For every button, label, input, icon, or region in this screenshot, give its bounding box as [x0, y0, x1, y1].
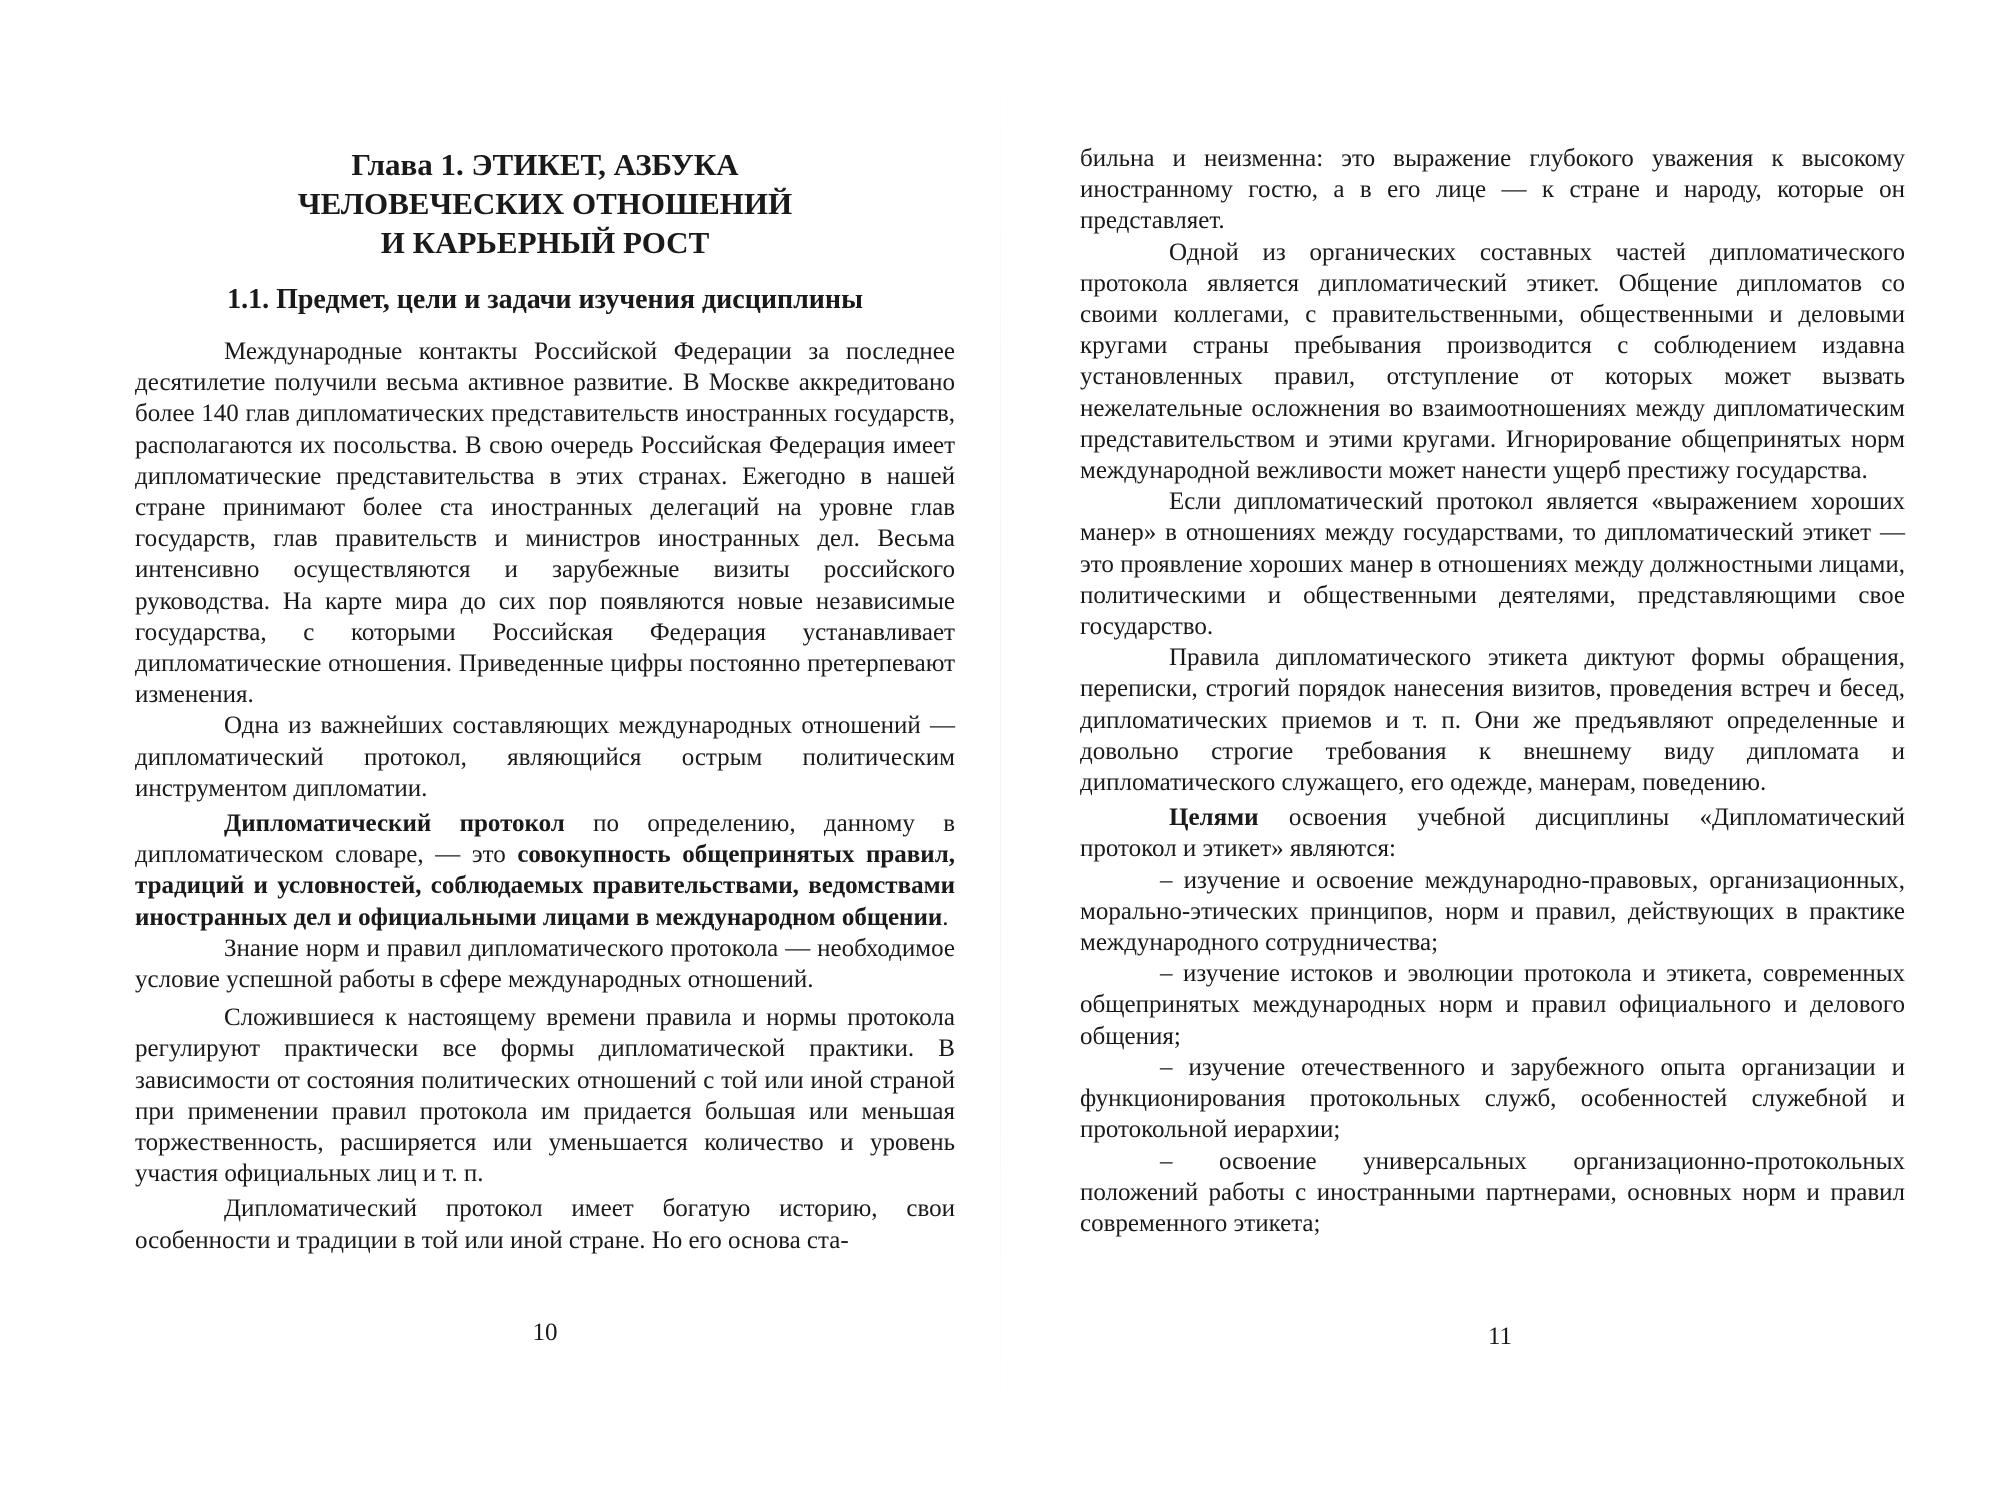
definition-text: совокупность общепринятых правил, традиций и условностей, соблюдаемых правительствами, ведомствами иностранных дел и официальными лицами в международном общении — [135, 841, 955, 931]
list-item: – изучение и освоение международно-правовых, организационных, морально-этических принципов, норм и правил, действующих в практике международного сотрудничества; — [1080, 866, 1905, 957]
definition-period: . — [942, 903, 949, 931]
paragraph: Международные контакты Российской Федерации за последнее десятилетие получили весьма активное развитие. В Москве аккредитовано более 140 глав дипломатических представительств иностранных государств, располагаются их посольства. В свою очередь Российская Федерация имеет дипломатические представительства в этих странах. Ежегодно в нашей стране принимают более ста иностранных делегаций на уровне глав государств, глав правительств и министров иностранных дел. Весьма интенсивно осуществляются и зарубежные визиты российского руководства. На карте мира до сих пор появляются новые независимые государства, с которыми Российская Федерация устанавливает дипломатические отношения. Приведенные цифры постоянно претерпевают изменения. — [135, 338, 955, 709]
page-number-right: 11 — [1487, 1323, 1513, 1350]
paragraph: Одной из органических составных частей дипломатического протокола является дипломатический этикет. Общение дипломатов со своими коллегами, с правительственными, общественными и деловыми кругами страны пребывания производится с соблюдением издавна установленных правил, отступление от которых может вызвать нежелательные осложнения во взаимоотношениях между дипломатическим представительством и этими кругами. Игнорирование общепринятых норм международной вежливости может нанести ущерб престижу государства. — [1080, 238, 1905, 485]
paragraph: Одна из важнейших составляющих международных отношений — дипломатический протокол, являющийся острым политическим инструментом дипломатии. — [135, 712, 955, 802]
list-item: – изучение истоков и эволюции протокола и этикета, современных общепринятых международных норм и правил официального и делового общения; — [1080, 960, 1905, 1050]
left-text-column — [135, 336, 955, 1256]
goals-text: освоения учебной дисциплины «Дипломатический протокол и этикет» являются: — [1080, 804, 1905, 863]
definition-connector: по определению, данному в дипломатическом словаре, — это — [135, 810, 955, 869]
paragraph: Правила дипломатического этикета диктуют формы обращения, переписки, строгий порядок нанесения визитов, проведения встреч и бесед, дипломатических приемов и т. п. Они же предъявляют определенные и довольно строгие требования к внешнему виду дипломата и дипломатического служащего, его одежде, манерам, поведению. — [1080, 644, 1905, 797]
paragraph-definition — [135, 808, 955, 933]
list-item: – изучение отечественного и зарубежного опыта организации и функционирования протокольных служб, особенностей служебной и протокольной иерархии; — [1080, 1053, 1905, 1144]
paragraph: Знание норм и правил дипломатического протокола — необходимое условие успешной работы в сфере международных отношений. — [135, 934, 955, 994]
chapter-title-line-2: ЧЕЛОВЕЧЕСКИХ ОТНОШЕНИЙ — [297, 186, 793, 221]
right-text-column — [1080, 143, 1905, 1239]
right-page — [1000, 0, 2000, 1486]
chapter-title-line-1: Глава 1. ЭТИКЕТ, АЗБУКА — [351, 147, 739, 182]
list-item: – освоение универсальных организационно-протокольных положений работы с иностранными партнерами, основных норм и правил современного этикета; — [1080, 1147, 1905, 1237]
chapter-title-line-3: И КАРЬЕРНЫЙ РОСТ — [380, 225, 710, 260]
chapter-title — [135, 145, 955, 262]
definition-term: Дипломатический протокол — [224, 810, 565, 838]
paragraph-goals — [1080, 802, 1905, 864]
goals-term: Целями — [1169, 804, 1259, 832]
section-title: 1.1. Предмет, цели и задачи изучения дисциплины — [227, 284, 863, 315]
paragraph: Дипломатический протокол имеет богатую историю, свои особенности и традиции в той или иной стране. Но его основа ста- — [135, 1195, 955, 1254]
page-number-left: 10 — [532, 1319, 558, 1346]
paragraph: Сложившиеся к настоящему времени правила и нормы протокола регулируют практически все формы дипломатической практики. В зависимости от состояния политических отношений с той или иной страной при применении правил протокола им придается большая или меньшая торжественность, расширяется или уменьшается количество и уровень участия официальных лиц и т. п. — [135, 1004, 955, 1188]
paragraph-continued: бильна и неизменна: это выражение глубокого уважения к высокому иностранному гостю, а в его лице — к стране и народу, которые он представляет. — [1080, 145, 1905, 235]
paragraph: Если дипломатический протокол является «выражением хороших манер» в отношениях между государствами, то дипломатический этикет — это проявление хороших манер в отношениях между должностными лицами, политическими и общественными деятелями, представляющими свое государство. — [1080, 488, 1905, 641]
